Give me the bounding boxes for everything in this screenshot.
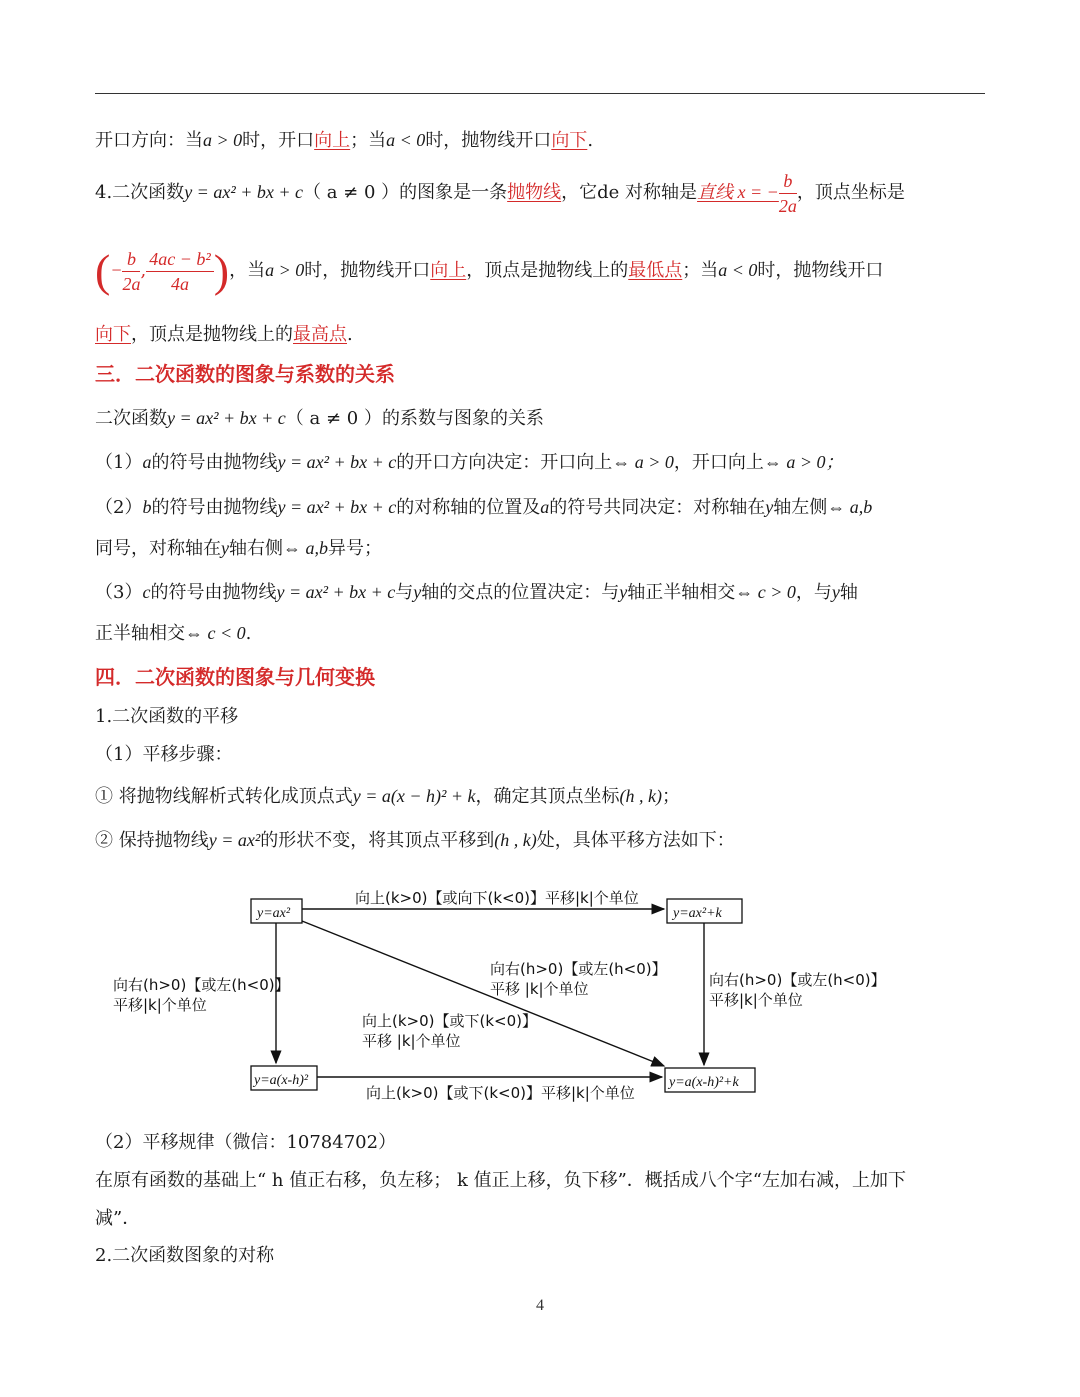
section3-point2b: 同号，对称轴在y轴右侧⇔ a,b异号； <box>95 538 382 559</box>
arrow-diagonal <box>302 921 664 1066</box>
page-number: 4 <box>536 1297 544 1314</box>
left-arrow-label-1: 向右(h>0)【或左(h<0)】 <box>113 976 290 994</box>
step1-line: ① 将抛物线解析式转化成顶点式y = a(x − h)² + k，确定其顶点坐标(h , k)； <box>95 786 681 807</box>
axis-fraction: $\frac{b}{2a}$ <box>778 170 797 216</box>
answer-parabola: 抛物线 <box>507 182 562 203</box>
answer-lowest: 最低点 <box>628 260 683 281</box>
section3-point1: （1）a的符号由抛物线y = ax² + bx + c的开口方向决定：开口向上⇔ a > 0，开口向上⇔ a > 0； <box>95 452 844 473</box>
left-arrow-label-2: 平移|k|个单位 <box>113 996 207 1014</box>
box-bottom-left-label: y=a(x-h)² <box>254 1073 309 1088</box>
right-arrow-label-1: 向右(h>0)【或左(h<0)】 <box>709 971 886 989</box>
section3-point2a: （2）b的符号由抛物线y = ax² + bx + c的对称轴的位置及a的符号共同决定：对称轴在y轴左侧⇔ a,b <box>95 497 873 518</box>
box-bottom-right-label: y=a(x-h)²+k <box>669 1075 739 1090</box>
diag-label-b-2: 平移 |k|个单位 <box>362 1032 461 1050</box>
translation-rule-line1: 在原有函数的基础上“ h 值正右移，负左移； k 值正上移，负下移”．概括成八个字“左加右减，上加下 <box>95 1170 906 1191</box>
section3-point3a: （3）c的符号由抛物线y = ax² + bx + c与y轴的交点的位置决定：与y轴正半轴相交⇔ c > 0，与y轴 <box>95 582 858 603</box>
section3-point3b: 正半轴相交⇔ c < 0. <box>95 623 252 644</box>
diag-label-a-2: 平移 |k|个单位 <box>490 980 589 998</box>
section3-heading: 三．二次函数的图象与系数的关系 <box>95 362 395 386</box>
section4-heading: 四．二次函数的图象与几何变换 <box>95 665 375 689</box>
section4-sub1: 1.二次函数的平移 <box>95 706 239 727</box>
top-arrow-label: 向上(k>0)【或向下(k<0)】平移|k|个单位 <box>355 889 639 907</box>
section3-intro: 二次函数y = ax² + bx + c（ a ≠ 0 ）的系数与图象的关系 <box>95 408 544 429</box>
bottom-arrow-label: 向上(k>0)【或下(k<0)】平移|k|个单位 <box>366 1084 635 1102</box>
diag-label-b-1: 向上(k>0)【或下(k<0)】 <box>362 1012 538 1030</box>
vertex-y-fraction: $\frac{\text{4ac − b²}}{4a}$ <box>146 247 214 296</box>
answer-highest: 最高点 <box>293 324 347 345</box>
step2-line: ② 保持抛物线y = ax²的形状不变，将其顶点平移到(h , k)处，具体平移方法如下： <box>95 830 735 851</box>
answer-up: 向上 <box>314 130 351 151</box>
section4-sub2: 2.二次函数图象的对称 <box>95 1245 275 1266</box>
vertex-x-fraction: $\frac{b}{2a}$ <box>122 248 141 294</box>
answer-axis: 直线 x = − <box>697 182 779 202</box>
section4-steps-title: （1）平移步骤： <box>95 744 233 765</box>
box-top-right-label: y=ax²+k <box>673 906 722 921</box>
translation-rule-title: （2）平移规律（微信：10784702） <box>95 1132 397 1153</box>
item4-line2: (− $\frac{b}{2a}$ , $\frac{\text{4ac − b²}}{4a}$ )，当a > 0时，抛物线开口向上，顶点是抛物线上的最低点；当a < 0时，抛物线开口 <box>95 245 884 296</box>
item4-line1: 4.二次函数y = ax² + bx + c（ a ≠ 0 ）的图象是一条抛物线，它de 对称轴是直线 x = − $\frac{b}{2a}$ ，顶点坐标是 <box>95 170 905 216</box>
opening-direction-line: 开口方向：当a > 0时，开口向上；当a < 0时，抛物线开口向下. <box>95 130 594 151</box>
answer-down: 向下 <box>551 130 588 151</box>
right-arrow-label-2: 平移|k|个单位 <box>709 991 803 1009</box>
item4-line3: 向下，顶点是抛物线上的最高点. <box>95 324 353 345</box>
diag-label-a-1: 向右(h>0)【或左(h<0)】 <box>490 960 667 978</box>
box-top-left-label: y=ax² <box>257 906 291 921</box>
translation-rule-line2: 减”． <box>95 1208 141 1229</box>
